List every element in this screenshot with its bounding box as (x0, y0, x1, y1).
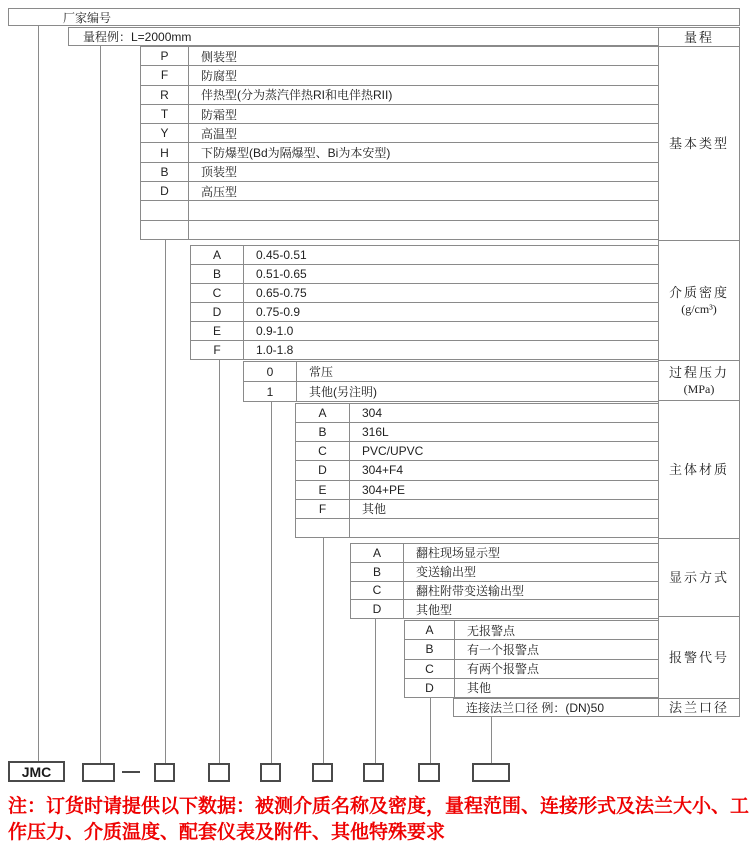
desc-cell: PVC/UPVC (362, 444, 424, 459)
separator-dash (122, 771, 140, 773)
code-cell: E (296, 481, 350, 499)
table-row (191, 265, 658, 284)
desc-cell: 高压型 (201, 184, 238, 199)
desc-cell: 翻柱现场显示型 (416, 546, 501, 561)
desc-cell: 翻柱附带变送输出型 (416, 583, 525, 598)
table-row (296, 423, 658, 442)
code-cell (141, 221, 189, 239)
code-cell: D (191, 303, 244, 321)
category-label-range: 量程 (659, 28, 739, 47)
table-row (351, 582, 658, 601)
code-cell: C (351, 582, 404, 600)
desc-cell: 有两个报警点 (467, 662, 540, 677)
desc-cell: 防霜型 (201, 107, 238, 122)
desc-cell: 侧装型 (201, 49, 238, 64)
code-cell: B (141, 163, 189, 181)
category-label-display-mode: 显示方式 (659, 539, 739, 617)
desc-cell (350, 519, 658, 537)
table-row (351, 600, 658, 618)
desc-cell: 304 (362, 406, 383, 421)
code-cell: A (351, 544, 404, 562)
category-label-body-material: 主体材质 (659, 401, 739, 539)
section-alarm-code (404, 620, 658, 698)
category-label-basic-type: 基本类型 (659, 47, 739, 241)
range-example-label: 量程例：L=2000mm (83, 30, 192, 44)
code-cell: D (141, 182, 189, 200)
code-cell: 1 (244, 382, 297, 401)
code-cell (141, 201, 189, 219)
desc-cell (189, 221, 658, 239)
desc-cell: 0.75-0.9 (256, 305, 301, 319)
code-cell: B (296, 423, 350, 441)
section-display-mode (350, 543, 658, 619)
table-row (351, 563, 658, 582)
desc-cell: 伴热型(分为蒸汽伴热RI和电伴热RII) (201, 88, 393, 103)
code-cell: A (191, 246, 244, 264)
desc-cell: 下防爆型(Bd为隔爆型、Bi为本安型) (201, 146, 391, 161)
code-cell: B (351, 563, 404, 581)
model-code-box: JMC (8, 761, 65, 782)
code-cell: C (296, 442, 350, 460)
connector-line-display-mode (375, 619, 376, 763)
table-row (191, 284, 658, 303)
table-row (191, 246, 658, 265)
code-cell: H (141, 143, 189, 161)
table-row (191, 341, 658, 359)
connector-line-medium-density (219, 360, 220, 763)
section-flange-size (453, 698, 658, 717)
table-row (141, 86, 658, 105)
code-cell (296, 519, 350, 537)
table-row (191, 303, 658, 322)
table-row (141, 105, 658, 124)
range-example-row (68, 27, 658, 46)
desc-cell: 316L (362, 425, 389, 440)
category-label-column (658, 27, 740, 717)
code-cell: 0 (244, 362, 297, 381)
table-row (405, 640, 658, 659)
table-row (141, 143, 658, 162)
section-basic-type (140, 46, 658, 240)
code-cell: C (405, 660, 455, 678)
flange-desc: 连接法兰口径 例：(DN)50 (466, 701, 605, 715)
code-cell: A (405, 621, 455, 639)
table-row-empty (296, 519, 658, 537)
desc-cell: 0.51-0.65 (256, 267, 307, 281)
category-label-medium-density: 介质密度 (g/cm³) (659, 241, 739, 361)
desc-cell: 0.65-0.75 (256, 286, 307, 300)
table-row (296, 461, 658, 480)
code-cell: D (296, 461, 350, 479)
table-row (191, 322, 658, 341)
manufacturer-number-label: 厂家编号 (63, 10, 112, 25)
code-cell: F (191, 341, 244, 359)
table-row (296, 481, 658, 500)
code-cell: B (191, 265, 244, 283)
table-row-empty (141, 201, 658, 220)
desc-cell (189, 201, 658, 219)
desc-cell: 防腐型 (201, 68, 238, 83)
table-row (296, 404, 658, 423)
code-cell: A (296, 404, 350, 422)
table-row (296, 500, 658, 519)
order-box-flange-size (472, 763, 510, 782)
table-row (141, 47, 658, 66)
ordering-note: 注：订货时请提供以下数据：被测介质名称及密度，量程范围、连接形式及法兰大小、工作压力、介质温度、配套仪表及附件、其他特殊要求 (8, 796, 750, 843)
desc-cell: 高温型 (201, 126, 238, 141)
code-cell: R (141, 86, 189, 104)
category-label-alarm-code: 报警代号 (659, 617, 739, 699)
order-box-alarm-code (418, 763, 440, 782)
code-cell: Y (141, 124, 189, 142)
code-cell: F (296, 500, 350, 518)
connector-line-manufacturer (38, 25, 39, 763)
category-label-flange-size: 法兰口径 (668, 700, 729, 715)
order-box-display-mode (363, 763, 384, 782)
order-box-process-pressure (260, 763, 281, 782)
category-label-process-pressure: 过程压力 (MPa) (659, 361, 739, 401)
section-body-material (295, 403, 658, 538)
desc-cell: 其他型 (416, 602, 453, 617)
code-cell: F (141, 66, 189, 84)
order-box-range (82, 763, 115, 782)
code-cell: E (191, 322, 244, 340)
connector-line-alarm-code (430, 698, 431, 763)
desc-cell: 其他(另注明) (309, 385, 377, 399)
table-row (141, 66, 658, 85)
order-box-basic-type (154, 763, 175, 782)
code-cell: B (405, 640, 455, 658)
connector-line-flange-size (491, 717, 492, 763)
desc-cell: 顶装型 (201, 165, 238, 180)
connector-line-process-pressure (271, 402, 272, 763)
connector-line-range (100, 46, 101, 763)
order-box-medium-density (208, 763, 230, 782)
desc-cell: 304+F4 (362, 463, 404, 478)
desc-cell: 常压 (309, 365, 334, 379)
desc-cell: 1.0-1.8 (256, 343, 294, 357)
desc-cell: 0.9-1.0 (256, 324, 294, 338)
table-row (405, 679, 658, 697)
table-row (141, 182, 658, 201)
table-row (351, 544, 658, 563)
code-cell: P (141, 47, 189, 65)
table-row-empty (141, 221, 658, 239)
desc-cell: 0.45-0.51 (256, 248, 307, 262)
desc-cell: 304+PE (362, 482, 406, 497)
section-medium-density (190, 245, 658, 360)
table-row (296, 442, 658, 461)
desc-cell: 无报警点 (467, 623, 516, 638)
table-row (244, 382, 658, 401)
manufacturer-number-row (8, 8, 740, 26)
desc-cell: 有一个报警点 (467, 642, 540, 657)
order-box-body-material (312, 763, 333, 782)
code-cell: C (191, 284, 244, 302)
table-row (405, 621, 658, 640)
section-process-pressure (243, 361, 658, 402)
code-cell: D (405, 679, 455, 697)
code-cell: D (351, 600, 404, 618)
connector-line-body-material (323, 538, 324, 763)
table-row (405, 660, 658, 679)
desc-cell: 其他 (362, 502, 387, 517)
code-cell: T (141, 105, 189, 123)
desc-cell: 其他 (467, 681, 492, 696)
desc-cell: 变送输出型 (416, 565, 477, 580)
table-row (141, 163, 658, 182)
connector-line-basic-type (165, 240, 166, 763)
table-row (141, 124, 658, 143)
table-row (244, 362, 658, 382)
